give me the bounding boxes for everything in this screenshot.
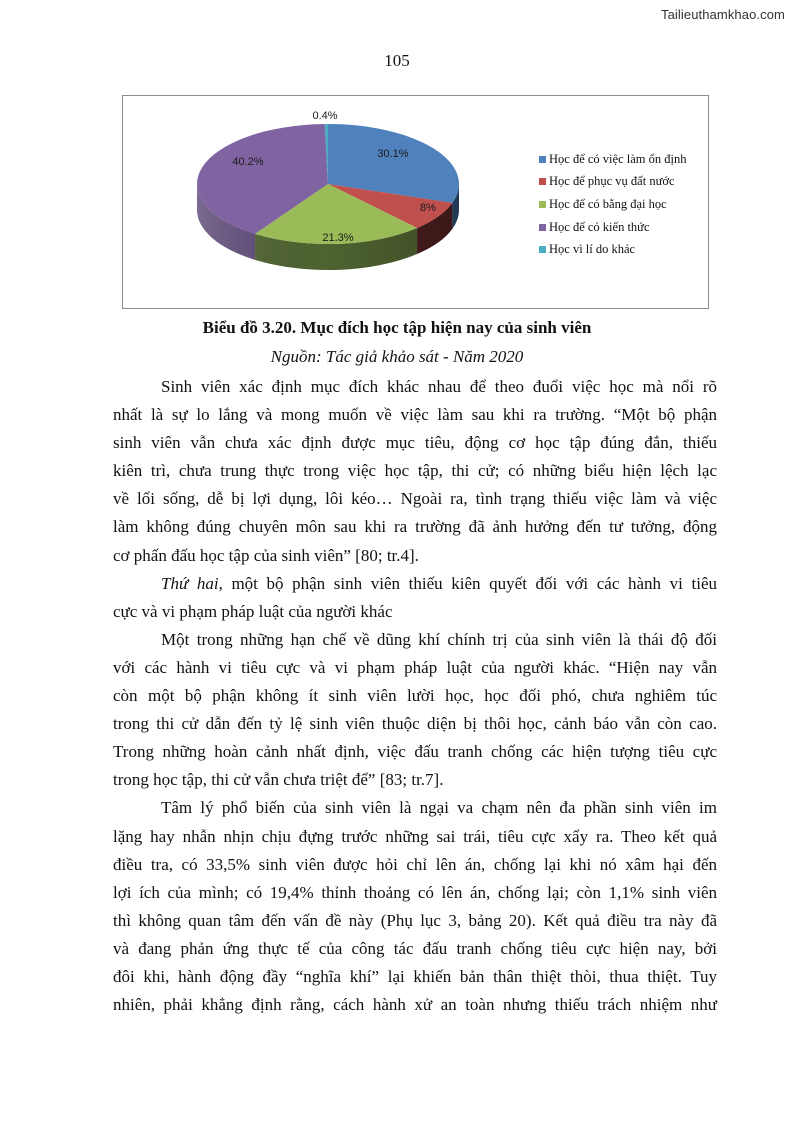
body-line (113, 823, 717, 851)
body-line (113, 963, 717, 991)
body-line (113, 429, 717, 457)
body-line-text: Tâm lý phổ biến của sinh viên là ngại va chạm nên đa phần sinh viên im (161, 798, 717, 818)
body-line-text: kiên trì, chưa trung thực trong việc học tập, thi cử; có những biểu hiện lệch lạc (113, 461, 717, 481)
body-line-text: đôi khi, hành động đầy “nghĩa khí” lại khiến bản thân thiệt thòi, thua thiệt. Tuy (113, 966, 717, 986)
legend-swatch (539, 156, 546, 163)
body-line-text: Một trong những hạn chế về dũng khí chính trị của sinh viên là thái độ đối (161, 629, 717, 649)
body-line-text: cơ phấn đấu học tập của sinh viên” [80; tr.4]. (113, 545, 419, 565)
figure-caption: Biểu đồ 3.20. Mục đích học tập hiện nay của sinh viên (202, 318, 592, 337)
body-line-text: thì không quan tâm đến vấn đề này (Phụ lục 3, bảng 20). Kết quả điều tra này đã (113, 910, 717, 930)
figure-source: Nguồn: Tác giả khảo sát - Năm 2020 (270, 347, 524, 366)
body-line (113, 373, 717, 401)
body-line (113, 513, 717, 541)
body-line (113, 766, 717, 794)
legend-label: Học vì lí do khác (549, 242, 636, 257)
body-line-text: trong học tập, thi cử vẫn chưa triệt để” [83; tr.7]. (113, 770, 444, 790)
legend-label: Học để có việc làm ổn định (549, 151, 687, 166)
data-label: 40.2% (232, 156, 264, 168)
legend-label: Học để có bằng đại học (549, 196, 667, 211)
body-line-text: trong thi cử dẫn đến tỷ lệ sinh viên thuộc diện bị thôi học, cảnh báo vẫn còn cao. (113, 714, 717, 734)
body-line-text: , một bộ phận sinh viên thiếu kiên quyết đối với các hành vi tiêu (218, 573, 717, 593)
body-line (113, 598, 717, 626)
body-line (113, 935, 717, 963)
legend-item (539, 216, 686, 239)
page-number: 105 (384, 51, 410, 70)
data-label: 21.3% (322, 232, 354, 244)
body-line (113, 879, 717, 907)
legend-label: Học để phục vụ đất nước (549, 174, 675, 189)
body-line-text: sinh viên vẫn chưa xác định được mục tiêu, động cơ học tập đúng đắn, thiếu (113, 433, 717, 453)
body-line (113, 626, 717, 654)
legend-item (539, 238, 686, 261)
legend-swatch (539, 178, 546, 185)
body-line-text: lặng hay nhẫn nhịn chịu đựng trước những sai trái, tiêu cực xẩy ra. Theo kết quả (113, 826, 717, 846)
body-line-text: lợi ích của mình; có 19,4% thỉnh thoảng có lên án, chống lại; còn 1,1% sinh viên (113, 882, 717, 902)
body-line-text: nhiên, phải khẳng định rằng, cách hành xử an toàn nhưng thiếu trách nhiệm như (113, 995, 717, 1015)
body-line (113, 570, 717, 598)
legend-swatch (539, 224, 546, 231)
pie-chart (122, 95, 709, 309)
data-label: 8% (420, 202, 436, 214)
legend-item (539, 193, 686, 216)
body-line (113, 682, 717, 710)
body-line (113, 907, 717, 935)
body-line-text: về lối sống, dễ bị lợi dụng, lôi kéo… Ngoài ra, tình trạng thiếu việc làm và việc (113, 489, 717, 509)
body-text (113, 373, 717, 1019)
body-line (113, 991, 717, 1019)
body-line-text: Sinh viên xác định mục đích khác nhau để theo đuổi việc học mà nổi rõ (161, 377, 717, 396)
data-label: 30.1% (377, 148, 409, 160)
legend-item (539, 148, 686, 171)
body-line-text: làm không đúng chuyên môn sau khi ra trường đã ảnh hưởng đến tư tưởng, động (113, 517, 717, 537)
body-line (113, 457, 717, 485)
chart-legend (539, 148, 686, 261)
body-line-text: điều tra, có 33,5% sinh viên được hỏi chỉ lên án, chống lại khi nó xâm hại đến (113, 854, 717, 874)
italic-lead: Thứ hai (161, 573, 219, 593)
body-line-text: cực và vi phạm pháp luật của người khác (113, 601, 393, 621)
data-label: 0.4% (312, 110, 338, 122)
legend-label: Học để có kiến thức (549, 219, 650, 234)
legend-swatch (539, 201, 546, 208)
body-line (113, 401, 717, 429)
body-line (113, 485, 717, 513)
body-line-text: với các hành vi tiêu cực và vi phạm pháp luật của người khác. “Hiện nay vẫn (113, 657, 717, 677)
body-line (113, 794, 717, 822)
watermark: Tailieuthamkhao.com (660, 7, 785, 22)
body-line (113, 710, 717, 738)
legend-item (539, 171, 686, 194)
body-line-text: và đang phản ứng thực tế của công tác đấu tranh chống tiêu cực hiện nay, bởi (113, 938, 717, 958)
body-line (113, 738, 717, 766)
body-line-text: nhất là sự lo lắng và mong muốn về việc làm sau khi ra trường. “Một bộ phận (113, 405, 717, 425)
body-line (113, 654, 717, 682)
body-line (113, 542, 717, 570)
legend-swatch (539, 246, 546, 253)
body-line (113, 851, 717, 879)
body-line-text: Trong những hoàn cảnh nhất định, việc đấu tranh chống các hiện tượng tiêu cực (113, 742, 717, 762)
body-line-text: còn một bộ phận không ít sinh viên lười học, học đối phó, chưa nghiêm túc (113, 686, 717, 706)
